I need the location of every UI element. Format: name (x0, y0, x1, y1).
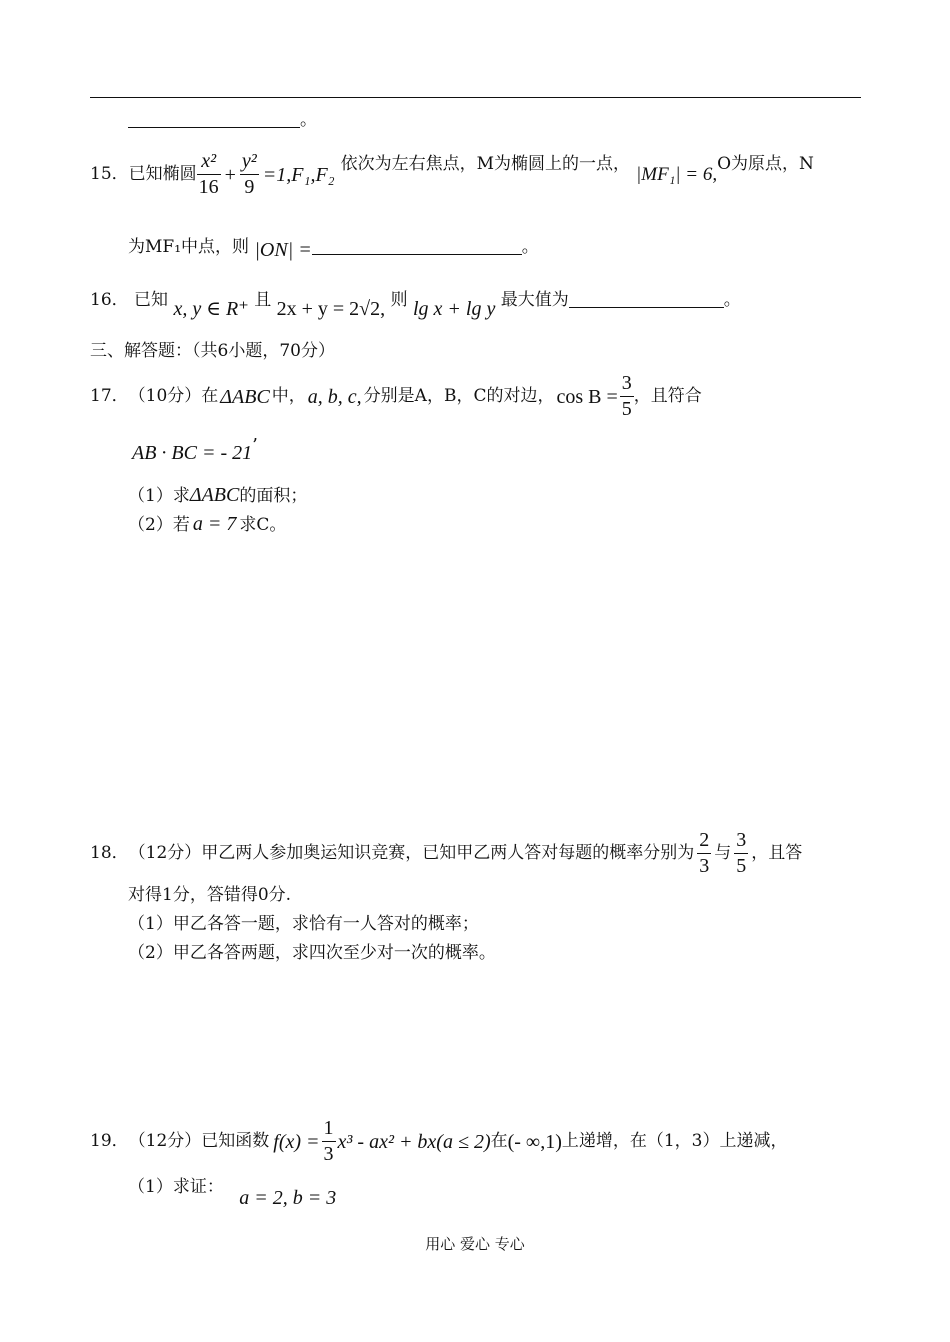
q19-p1-lead: （1）求证： (128, 1177, 224, 1197)
q16-number: 16． (90, 290, 129, 310)
q17-text: 中， (271, 386, 306, 406)
q15-lead: 已知椭圆 (128, 164, 197, 184)
q17-p2-tail: 求C。 (239, 515, 287, 535)
q17-text-2: 分别是A，B，C的对边， (363, 386, 555, 406)
q18-and: 与 (714, 843, 732, 863)
frac-denominator: 5 (621, 398, 632, 420)
q18-frac-2 (734, 830, 748, 877)
q17-text-3: ，且符合 (633, 386, 702, 406)
header-rule (90, 97, 861, 98)
q18-frac-1 (697, 830, 711, 877)
q17-points: （10分）在 (128, 386, 219, 406)
q15-frac-x (197, 151, 221, 198)
question-15 (90, 151, 814, 198)
q19-text-2: 在 (490, 1131, 508, 1151)
q16-expression: lg x + lg y (412, 298, 496, 320)
q15-mf: |MF₁| = 6, (636, 164, 718, 185)
q19-polynomial: x³ - ax² + bx(a ≤ 2) (337, 1130, 491, 1153)
q15-tail: 。 (521, 237, 539, 257)
q17-part1 (128, 485, 307, 505)
q16-and: 且 (254, 290, 272, 310)
q18-text-2: ，且答 (751, 843, 803, 863)
q15-equation-tail: =1,F₁,F₂ (262, 163, 335, 186)
question-16 (90, 289, 741, 320)
q17-p1-tail: 的面积； (239, 486, 308, 506)
frac-denominator: 5 (736, 855, 747, 877)
answer-blank (312, 254, 522, 255)
q16-ask: 最大值为 (500, 290, 569, 310)
question-18 (90, 830, 802, 877)
q16-condition: x, y ∈ R⁺ (173, 298, 249, 320)
q19-fx: f(x) = (273, 1130, 320, 1153)
q17-dot-tail: ’ (252, 435, 258, 456)
q17-cos: cos B = (556, 385, 618, 408)
answer-blank (128, 127, 300, 128)
frac-denominator: 3 (323, 1143, 334, 1165)
q17-dot-product (132, 435, 258, 464)
plus-sign: + (224, 163, 236, 186)
question-15-line2 (128, 236, 539, 261)
q19-number: 19． (90, 1131, 129, 1151)
question-19 (90, 1118, 788, 1165)
page-footer: 用心 爱心 专心 (425, 1235, 525, 1253)
q15-text: 依次为左右焦点，M为椭圆上的一点， (340, 154, 631, 174)
frac-numerator: 2 (699, 829, 710, 851)
frac-denominator: 9 (244, 176, 255, 198)
q17-p1-lead: （1）求 (128, 486, 190, 506)
q14-answer-line (128, 112, 317, 129)
frac-numerator: 1 (323, 1117, 334, 1139)
frac-numerator: 3 (736, 829, 747, 851)
q15-frac-y (240, 151, 259, 198)
question-17 (90, 373, 702, 420)
q17-p2-lead: （2）若 (128, 515, 190, 535)
q19-text-3: 上递增，在（1，3）上递减， (561, 1131, 788, 1151)
q14-tail: 。 (300, 110, 317, 130)
q15-line2-lead: 为MF₁中点，则 (128, 237, 250, 257)
q19-frac (322, 1118, 336, 1165)
q17-triangle: ΔABC (220, 385, 270, 408)
q16-tail: 。 (723, 290, 741, 310)
q16-lead: 已知 (134, 290, 169, 310)
q17-part2 (128, 514, 286, 534)
q18-part1: （1）甲乙各答一题，求恰有一人答对的概率； (128, 914, 479, 934)
q19-interval: (- ∞,1) (507, 1130, 562, 1153)
frac-numerator: x² (201, 150, 217, 172)
q19-p1-eq: a = 2, b = 3 (239, 1187, 337, 1209)
q18-part2: （2）甲乙各答两题，求四次至少对一次的概率。 (128, 943, 496, 963)
q17-dot-equation: AB · BC = - 21 (132, 442, 253, 464)
q16-equation: 2x + y = 2√2, (276, 298, 386, 320)
q19-part1 (128, 1176, 337, 1209)
frac-denominator: 16 (198, 176, 219, 198)
q15-text-2: O为原点，N (717, 154, 814, 174)
q17-p1-triangle: ΔABC (189, 484, 240, 506)
q15-number: 15． (90, 164, 129, 184)
answer-blank (569, 307, 724, 308)
q18-number: 18． (90, 843, 129, 863)
frac-numerator: 3 (621, 372, 632, 394)
q18-text: （12分）甲乙两人参加奥运知识竞赛，已知甲乙两人答对每题的概率分别为 (128, 843, 695, 863)
q17-number: 17． (90, 386, 129, 406)
section-title: 三、解答题：（共6小题，70分） (90, 341, 335, 361)
q18-line-2: 对得1分，答错得0分. (128, 885, 292, 905)
q17-cos-frac (620, 373, 634, 420)
q16-then: 则 (390, 290, 408, 310)
q19-text: （12分）已知函数 (128, 1131, 270, 1151)
q15-on: |ON| = (254, 239, 312, 261)
frac-numerator: y² (241, 150, 257, 172)
frac-denominator: 3 (699, 855, 710, 877)
q17-p2-eq: a = 7 (192, 513, 237, 535)
q17-sides: a, b, c, (307, 385, 362, 408)
